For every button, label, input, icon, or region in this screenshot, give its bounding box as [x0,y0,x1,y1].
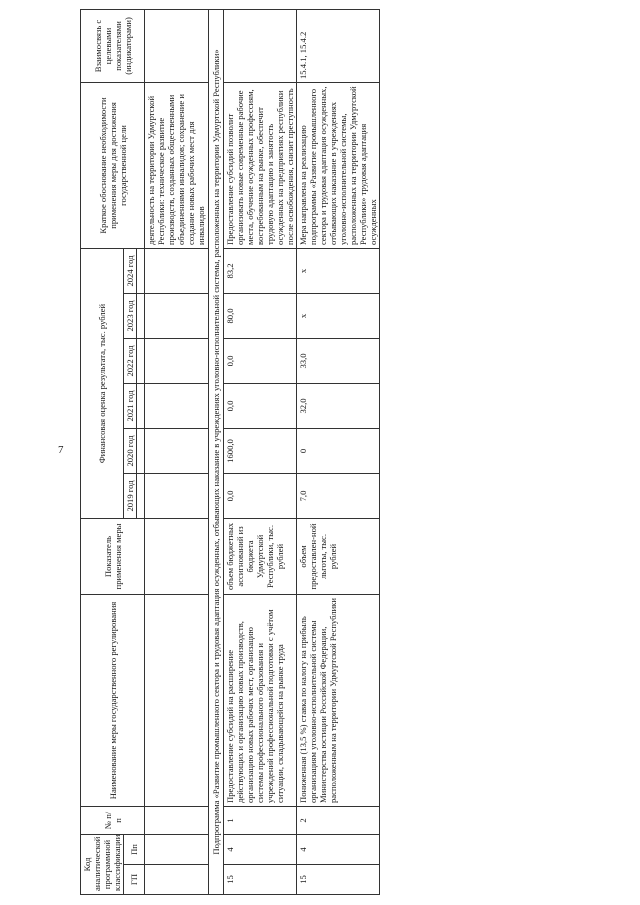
row-pp: 4 [223,834,296,864]
row-value-2021: 32,0 [296,383,379,428]
header-year-2021: 2021 год [124,383,137,428]
subprogram-title: Подпрограмма «Развитие промышленного сектора и трудовая адаптация осужденных, отбывающих наказание в учреждениях уголовно-исполнительной системы, расположенных на территории Удмуртской Республики» [208,9,223,894]
row-indicator: объем бюджетных ассигнований из бюджета Удмуртской Республики, тыс. рублей [223,518,296,594]
carry-over-row [145,9,208,894]
row-gp: 15 [296,865,379,895]
row-link: 15.4.1, 15.4.2 [296,9,379,82]
carry-over-justification: деятельность на территории Удмуртской Республики: техническое развитие производств, созданных общественными объединениями инвалидов; сохранение и создание новых рабочих мест для инвалидов [145,82,208,248]
rotated-page-content [80,10,620,895]
row-justification: Предоставление субсидий позволит организовать новые современные рабочие места, обучение осужденных профессиям, востребованным на рынке, обеспечит трудовую адаптацию и занятость осужденных на предприятиях республики после освобождения, снизит преступность [223,82,296,248]
table-row [223,9,296,894]
row-value-2022: 0,0 [223,338,296,383]
row-value-2019: 7,0 [296,473,379,518]
header-year-2020: 2020 год [124,428,137,473]
page-number: 7 [58,444,64,456]
header-link: Взаимосвязь с целевыми показателями (индикаторами) [81,9,145,82]
row-value-2024: 83,2 [223,248,296,293]
row-num: 1 [223,806,296,834]
header-justification: Краткое обоснование необходимости применения меры для достижения государственной цели [81,82,145,248]
header-code-group: Код аналитической программной классификации [81,834,124,894]
header-indicator: Показатель применения меры [81,518,145,594]
row-value-2021: 0,0 [223,383,296,428]
row-value-2019: 0,0 [223,473,296,518]
header-gp: ГП [124,865,145,895]
row-link [223,9,296,82]
header-pp: Пп [124,834,145,864]
header-year-2023: 2023 год [124,293,137,338]
row-value-2023: 80,0 [223,293,296,338]
row-gp: 15 [223,865,296,895]
table-row [296,9,379,894]
row-value-2022: 33,0 [296,338,379,383]
header-row-1 [81,9,124,894]
row-value-2024: x [296,248,379,293]
row-justification: Мера направлена на реализацию подпрограммы «Развитие промышленного сектора и трудовая адаптация осужденных, отбывающих наказание в учреждениях уголовно-исполнительной системы, расположенных на территории Удмуртской Республики» трудовая адаптация осужденных [296,82,379,248]
row-num: 2 [296,806,379,834]
header-financial: Финансовая оценка результата, тыс. рублей [81,248,124,518]
header-num: № п/п [81,806,145,834]
header-year-2019: 2019 год [124,473,137,518]
row-indicator: объем предоставлен-ной льготы, тыс. рублей [296,518,379,594]
row-value-2020: 1600,0 [223,428,296,473]
row-value-2023: x [296,293,379,338]
header-measure-name: Наименование меры государственного регулирования [81,594,145,806]
row-measure-name: Пониженная (13,5 %) ставка по налогу на прибыль организациям уголовно-исполнительной системы Министерства юстиции Российской Федерации, расположенным на территории Удмуртской Республики [296,594,379,806]
header-year-2024: 2024 год [124,248,137,293]
row-value-2020: 0 [296,428,379,473]
subprogram-row [208,9,223,894]
row-pp: 4 [296,834,379,864]
header-year-2022: 2022 год [124,338,137,383]
measures-table [80,9,380,895]
row-measure-name: Предоставление субсидий на расширение действующих и организацию новых производств, организацию новых рабочих мест, организацию системы профессионального образования и учреждений профессиональной подготовки с учётом ситуации, складывающейся на рынке труда [223,594,296,806]
